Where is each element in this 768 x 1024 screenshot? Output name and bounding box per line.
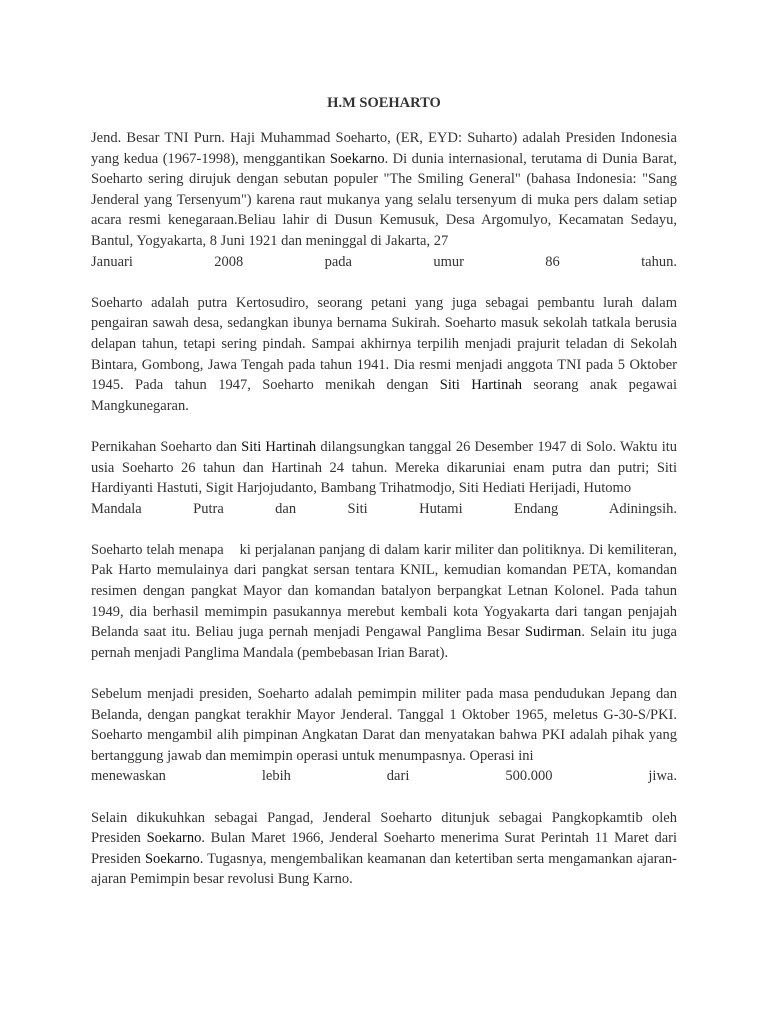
paragraph-text: dilangsungkan tanggal 26 Desember 1947 di Solo. Waktu itu usia Soeharto 26 tahun dan Hartinah 24 tahun. Mereka dikaruniai enam putra dan putri; Siti Hardiyanti Hastuti, Sigit Harjojudanto, Bambang Trihatmodjo, Siti Hediati Herijadi, Hutomo: [91, 438, 677, 497]
link-soekarno[interactable]: Soekarno: [146, 830, 202, 847]
link-siti-hartinah[interactable]: Siti Hartinah: [439, 377, 523, 394]
paragraph-text: Soeharto adalah putra Kertosudiro, seorang petani yang juga sebagai pembantu lurah dalam pengairan sawah desa, sedangkan ibunya bernama Sukirah. Soeharto masuk sekolah tatkala berusia delapan tahun, tetapi sering pindah. Sampai akhirnya terpilih menjadi prajurit teladan di Sekolah Bintara, Gombong, Jawa Tengah pada tahun 1941. Dia resmi menjadi anggota TNI pada 5 Oktober 1945. Pada tahun 1947, Soeharto menikah dengan: [91, 294, 677, 394]
paragraph-text: Sebelum menjadi presiden, Soeharto adalah pemimpin militer pada masa pendudukan Jepang dan Belanda, dengan pangkat terakhir Mayor Jenderal. Tanggal 1 Oktober 1965, meletus G-30-S/PKI. Soeharto mengambil alih pimpinan Angkatan Darat dan menyatakan bahwa PKI adalah pihak yang bertanggung jawab dan memimpin operasi untuk menumpasnya. Operasi ini: [91, 686, 677, 764]
paragraph-text: Soeharto telah menapa ki perjalanan panjang di dalam karir militer dan politiknya. Di kemiliteran, Pak Harto memulainya dari pangkat sersan tentara KNIL, kemudian komandan PETA, komandan resimen dengan pangkat Mayor dan komandan batalyon berpangkat Letnan Kolonel. Pada tahun 1949, dia berhasil memimpin pasukannya merebut kembali kota Yogyakarta dari tangan penjajah Belanda saat itu. Beliau juga pernah menjadi Pengawal Panglima Besar: [91, 541, 681, 641]
paragraph-text: Selain dikukuhkan sebagai Pangad, Jenderal Soeharto ditunjuk sebagai Pangkopkamtib oleh Presiden: [91, 809, 677, 847]
link-siti-hartinah[interactable]: Siti Hartinah: [241, 438, 317, 455]
paragraph-last-line: Mandala Putra dan Siti Hutami Endang Adiningsih.: [91, 500, 677, 517]
paragraph-text: seorang anak pegawai Mangkunegaran.: [91, 377, 677, 414]
paragraph-3: [91, 437, 677, 519]
link-soekarno[interactable]: Soekarno: [144, 850, 200, 867]
paragraph-5: [91, 684, 677, 787]
paragraph-text: . Di dunia internasional, terutama di Dunia Barat, Soeharto sering dirujuk dengan sebutan populer "The Smiling General" (bahasa Indonesia: "Sang Jenderal yang Tersenyum") karena raut mukanya yang selalu tersenyum di muka pers dalam setiap acara resmi kenegaraan.Beliau lahir di Dusun Kemusuk, Desa Argomulyo, Kecamatan Sedayu, Bantul, Yogyakarta, 8 Juni 1921 dan meninggal di Jakarta, 27: [91, 150, 677, 249]
document-page: [91, 95, 681, 911]
document-title: H.M SOEHARTO: [327, 95, 441, 111]
paragraph-text: Pernikahan Soeharto dan: [91, 438, 242, 455]
link-sudirman[interactable]: Sudirman: [524, 624, 582, 641]
paragraph-4: [91, 540, 681, 664]
paragraph-text: Jend. Besar TNI Purn. Haji Muhammad Soeharto, (ER, EYD: Suharto) adalah Presiden Indonesia yang kedua (1967-1998), menggantikan: [91, 130, 677, 167]
paragraph-text: . Tugasnya, mengembalikan keamanan dan ketertiban serta mengamankan ajaran-ajaran Pemimpin besar revolusi Bung Karno.: [91, 850, 677, 888]
paragraph-1: [91, 128, 677, 272]
paragraph-6: [91, 808, 677, 890]
link-soekarno[interactable]: Soekarno: [329, 150, 385, 167]
paragraph-last-line: menewaskan lebih dari 500.000 jiwa.: [91, 768, 677, 785]
paragraph-last-line: Januari 2008 pada umur 86 tahun.: [91, 253, 677, 270]
paragraph-text: . Selain itu juga pernah menjadi Panglima Mandala (pembebasan Irian Barat).: [91, 624, 681, 661]
paragraph-2: [91, 293, 677, 417]
paragraph-text: . Bulan Maret 1966, Jenderal Soeharto menerima Surat Perintah 11 Maret dari Presiden: [91, 830, 678, 867]
